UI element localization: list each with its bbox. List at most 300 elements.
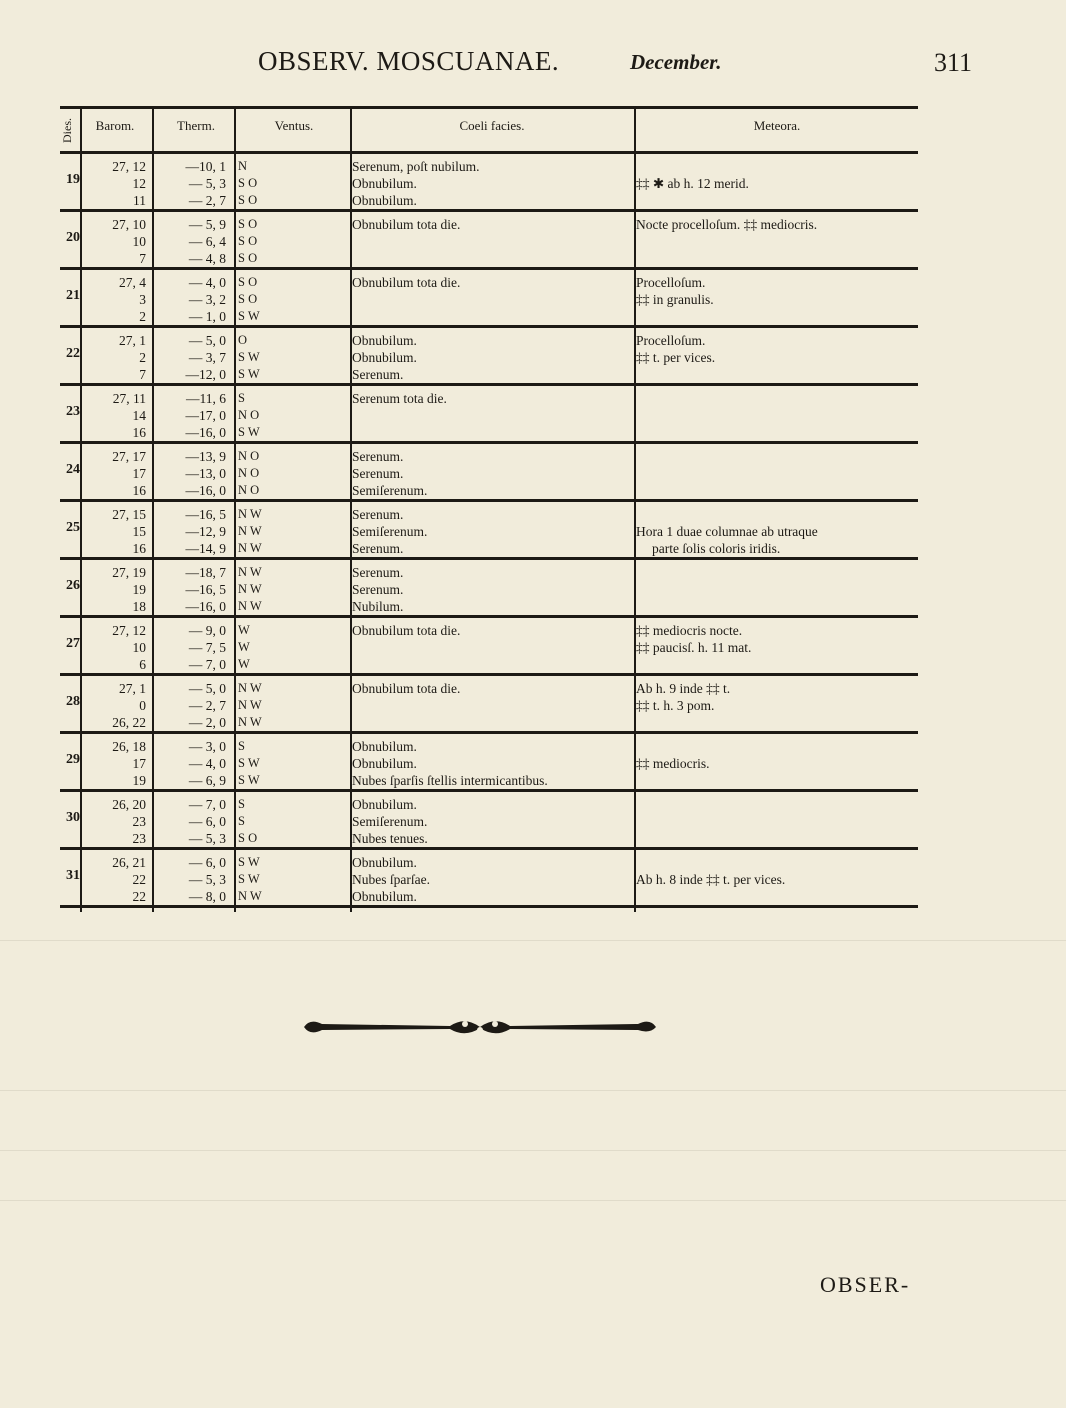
meteora-cell-line: Hora 1 duae columnae ab utraque bbox=[636, 524, 818, 539]
sky-cell-line: Semiſerenum. bbox=[352, 524, 428, 539]
wind-cell-line: S bbox=[238, 391, 245, 405]
day-row bbox=[60, 502, 918, 560]
sky-cell bbox=[352, 332, 632, 383]
barometer-cell-line: 27, 11 bbox=[112, 391, 146, 406]
day-number: 31 bbox=[66, 868, 80, 883]
col-header-barom: Barom. bbox=[95, 118, 135, 133]
meteora-cell-line bbox=[636, 308, 918, 325]
sky-cell-line bbox=[352, 233, 632, 250]
wind-cell-line: N W bbox=[238, 681, 262, 695]
running-title: OBSERV. MOSCUANAE. bbox=[258, 46, 560, 76]
meteora-cell-line: Ab h. 8 inde ‡‡ t. per vices. bbox=[636, 872, 786, 887]
wind-cell-line: N W bbox=[238, 541, 262, 555]
wind-cell-line: S W bbox=[238, 425, 260, 439]
sky-cell-line: Obnubilum. bbox=[352, 756, 417, 771]
wind-cell-line: N W bbox=[238, 889, 262, 903]
meteora-cell-line: Nocte procelloſum. ‡‡ mediocris. bbox=[636, 217, 818, 232]
barometer-cell-line: 27, 19 bbox=[112, 565, 146, 580]
sky-cell-line: Semiſerenum. bbox=[352, 814, 428, 829]
barometer-cell bbox=[84, 738, 146, 789]
sky-cell-line: Obnubilum. bbox=[352, 797, 417, 812]
bleed-through-line bbox=[0, 1090, 1066, 1091]
sky-cell-line: Serenum. bbox=[352, 466, 404, 481]
barometer-cell bbox=[84, 796, 146, 847]
ornament-divider bbox=[300, 1012, 660, 1042]
meteora-cell-line: ‡‡ t. per vices. bbox=[636, 350, 716, 365]
meteora-cell-line bbox=[636, 854, 918, 871]
wind-cell bbox=[238, 274, 298, 325]
meteora-cell bbox=[636, 332, 918, 383]
sky-cell bbox=[352, 854, 632, 905]
meteora-cell-line bbox=[636, 813, 918, 830]
thermometer-cell-line: — 9, 0 bbox=[188, 623, 226, 638]
page-number: 311 bbox=[934, 48, 973, 77]
thermometer-cell-line: —16, 0 bbox=[185, 483, 226, 498]
meteora-cell-line: ‡‡ t. h. 3 pom. bbox=[636, 698, 715, 713]
meteora-cell-line bbox=[636, 564, 918, 581]
meteora-cell-line bbox=[636, 796, 918, 813]
thermometer-cell bbox=[156, 274, 226, 325]
sky-cell-line: Semiſerenum. bbox=[352, 483, 428, 498]
sky-cell-line: Obnubilum. bbox=[352, 333, 417, 348]
meteora-cell-line: ‡‡ paucisſ. h. 11 mat. bbox=[636, 640, 752, 655]
barometer-cell-line: 26, 22 bbox=[112, 715, 146, 730]
day-number: 26 bbox=[66, 578, 80, 593]
barometer-cell-line: 27, 15 bbox=[112, 507, 146, 522]
sky-cell-line: Obnubilum tota die. bbox=[352, 275, 461, 290]
meteora-cell bbox=[636, 564, 918, 615]
meteora-cell bbox=[636, 622, 918, 673]
meteora-cell-line bbox=[636, 448, 918, 465]
meteora-cell-line: ‡‡ ✱ ab h. 12 merid. bbox=[636, 176, 749, 191]
day-row bbox=[60, 270, 918, 328]
sky-cell-line: Serenum. bbox=[352, 541, 404, 556]
meteora-cell-line bbox=[636, 482, 918, 499]
wind-cell-line: S O bbox=[238, 234, 258, 248]
sky-cell-line: Nubilum. bbox=[352, 599, 404, 614]
sky-cell-line: Obnubilum. bbox=[352, 855, 417, 870]
barometer-cell-line: 19 bbox=[132, 773, 146, 788]
barometer-cell-line: 26, 20 bbox=[112, 797, 146, 812]
thermometer-cell-line: —14, 9 bbox=[185, 541, 226, 556]
sky-cell-line bbox=[352, 639, 632, 656]
meteora-cell-line bbox=[636, 407, 918, 424]
sky-cell-line: Nubes ſparſae. bbox=[352, 872, 430, 887]
wind-cell-line: S O bbox=[238, 251, 258, 265]
sky-cell-line: Serenum. bbox=[352, 507, 404, 522]
meteora-cell-line bbox=[636, 738, 918, 755]
meteora-cell-line bbox=[636, 830, 918, 847]
thermometer-cell-line: —16, 5 bbox=[185, 507, 226, 522]
sky-cell-line: Obnubilum. bbox=[352, 176, 417, 191]
sky-cell-line: Obnubilum. bbox=[352, 889, 417, 904]
wind-cell-line: S W bbox=[238, 855, 260, 869]
thermometer-cell bbox=[156, 680, 226, 731]
thermometer-cell-line: —18, 7 bbox=[185, 565, 226, 580]
thermometer-cell-line: — 6, 0 bbox=[188, 814, 226, 829]
wind-cell-line: N W bbox=[238, 698, 262, 712]
sky-cell-line: Serenum tota die. bbox=[352, 391, 447, 406]
sky-cell-line: Nubes tenues. bbox=[352, 831, 428, 846]
wind-cell bbox=[238, 216, 298, 267]
thermometer-cell-line: — 4, 0 bbox=[188, 275, 226, 290]
meteora-cell-line bbox=[636, 888, 918, 905]
meteora-cell-line bbox=[636, 390, 918, 407]
sky-cell-line: Obnubilum. bbox=[352, 350, 417, 365]
sky-cell-line: Obnubilum tota die. bbox=[352, 681, 461, 696]
wind-cell bbox=[238, 506, 298, 557]
wind-cell-line: S W bbox=[238, 756, 260, 770]
thermometer-cell bbox=[156, 506, 226, 557]
meteora-cell-line bbox=[636, 192, 918, 209]
day-row bbox=[60, 212, 918, 270]
wind-cell-line: S bbox=[238, 814, 245, 828]
thermometer-cell bbox=[156, 158, 226, 209]
thermometer-cell-line: — 6, 9 bbox=[188, 773, 226, 788]
barometer-cell-line: 26, 21 bbox=[112, 855, 146, 870]
day-number: 24 bbox=[66, 462, 80, 477]
wind-cell-line: S O bbox=[238, 193, 258, 207]
wind-cell-line: S O bbox=[238, 176, 258, 190]
barometer-cell bbox=[84, 274, 146, 325]
barometer-cell-line: 27, 10 bbox=[112, 217, 146, 232]
barometer-cell bbox=[84, 216, 146, 267]
wind-cell bbox=[238, 622, 298, 673]
wind-cell-line: N O bbox=[238, 466, 260, 480]
day-row bbox=[60, 328, 918, 386]
meteora-cell bbox=[636, 274, 918, 325]
thermometer-cell-line: — 6, 0 bbox=[188, 855, 226, 870]
thermometer-cell-line: — 3, 2 bbox=[188, 292, 226, 307]
meteora-cell-line bbox=[636, 506, 918, 523]
barometer-cell-line: 11 bbox=[133, 193, 146, 208]
sky-cell-line: Nubes ſparſis ſtellis intermicantibus. bbox=[352, 773, 548, 788]
wind-cell-line: O bbox=[238, 333, 248, 347]
meteora-cell-line: Ab h. 9 inde ‡‡ t. bbox=[636, 681, 731, 696]
sky-cell-line bbox=[352, 656, 632, 673]
barometer-cell-line: 27, 1 bbox=[119, 681, 146, 696]
wind-cell-line: S O bbox=[238, 275, 258, 289]
thermometer-cell bbox=[156, 564, 226, 615]
meteora-cell bbox=[636, 796, 918, 847]
barometer-cell-line: 3 bbox=[139, 292, 146, 307]
meteora-cell-line bbox=[636, 366, 918, 383]
thermometer-cell-line: — 6, 4 bbox=[188, 234, 226, 249]
day-row bbox=[60, 444, 918, 502]
barometer-cell bbox=[84, 854, 146, 905]
thermometer-cell-line: — 2, 0 bbox=[188, 715, 226, 730]
table-top-rule bbox=[60, 106, 918, 109]
barometer-cell-line: 27, 1 bbox=[119, 333, 146, 348]
thermometer-cell-line: — 3, 7 bbox=[188, 350, 226, 365]
wind-cell-line: N O bbox=[238, 449, 260, 463]
meteora-cell-line: ‡‡ mediocris nocte. bbox=[636, 623, 743, 638]
day-number: 30 bbox=[66, 810, 80, 825]
meteora-cell-line bbox=[636, 233, 918, 250]
barometer-cell bbox=[84, 622, 146, 673]
meteora-cell-line bbox=[636, 158, 918, 175]
meteora-cell bbox=[636, 158, 918, 209]
meteora-cell bbox=[636, 448, 918, 499]
thermometer-cell-line: — 5, 3 bbox=[188, 176, 226, 191]
sky-cell bbox=[352, 680, 632, 731]
barometer-cell-line: 2 bbox=[139, 309, 146, 324]
wind-cell-line: S bbox=[238, 739, 245, 753]
wind-cell-line: S bbox=[238, 797, 245, 811]
barometer-cell-line: 26, 18 bbox=[112, 739, 146, 754]
wind-cell-line: N O bbox=[238, 483, 260, 497]
wind-cell-line: N W bbox=[238, 582, 262, 596]
barometer-cell bbox=[84, 564, 146, 615]
col-header-dies: Dies. bbox=[60, 118, 74, 143]
wind-cell bbox=[238, 796, 298, 847]
wind-cell bbox=[238, 854, 298, 905]
sky-cell bbox=[352, 738, 632, 789]
col-header-therm: Therm. bbox=[177, 118, 215, 133]
wind-cell bbox=[238, 332, 298, 383]
thermometer-cell bbox=[156, 622, 226, 673]
thermometer-cell-line: —16, 0 bbox=[185, 425, 226, 440]
barometer-cell-line: 16 bbox=[132, 483, 146, 498]
sky-cell-line bbox=[352, 250, 632, 267]
wind-cell bbox=[238, 680, 298, 731]
col-header-ventus: Ventus. bbox=[274, 118, 314, 133]
col-header-meteora: Meteora. bbox=[753, 118, 801, 133]
meteora-cell bbox=[636, 680, 918, 731]
sky-cell-line bbox=[352, 291, 632, 308]
day-row bbox=[60, 676, 918, 734]
wind-cell-line: W bbox=[238, 657, 250, 671]
sky-cell-line bbox=[352, 308, 632, 325]
barometer-cell-line: 18 bbox=[132, 599, 146, 614]
sky-cell-line bbox=[352, 407, 632, 424]
barometer-cell-line: 7 bbox=[139, 251, 146, 266]
day-number: 27 bbox=[66, 636, 80, 651]
catchword: OBSER- bbox=[820, 1272, 911, 1297]
meteora-cell bbox=[636, 216, 918, 267]
meteora-cell-line: Procelloſum. bbox=[636, 275, 706, 290]
sky-cell bbox=[352, 564, 632, 615]
day-row bbox=[60, 792, 918, 850]
barometer-cell-line: 27, 4 bbox=[119, 275, 146, 290]
thermometer-cell-line: — 2, 7 bbox=[188, 193, 226, 208]
thermometer-cell-line: — 1, 0 bbox=[188, 309, 226, 324]
thermometer-cell-line: — 7, 0 bbox=[188, 657, 226, 672]
wind-cell-line: N W bbox=[238, 565, 262, 579]
barometer-cell bbox=[84, 332, 146, 383]
barometer-cell-line: 12 bbox=[132, 176, 146, 191]
bleed-through-line bbox=[0, 1200, 1066, 1201]
barometer-cell-line: 17 bbox=[132, 756, 146, 771]
sky-cell-line: Obnubilum. bbox=[352, 193, 417, 208]
thermometer-cell-line: — 7, 5 bbox=[188, 640, 226, 655]
thermometer-cell-line: — 5, 3 bbox=[188, 872, 226, 887]
barometer-cell-line: 22 bbox=[132, 872, 146, 887]
meteora-cell-line bbox=[636, 714, 918, 731]
thermometer-cell-line: — 5, 0 bbox=[188, 681, 226, 696]
sky-cell bbox=[352, 158, 632, 209]
sky-cell-line: Obnubilum. bbox=[352, 739, 417, 754]
sky-cell bbox=[352, 216, 632, 267]
meteora-cell-line bbox=[636, 424, 918, 441]
barometer-cell bbox=[84, 448, 146, 499]
meteora-cell-line bbox=[636, 581, 918, 598]
thermometer-cell-line: — 5, 9 bbox=[188, 217, 226, 232]
barometer-cell-line: 23 bbox=[132, 831, 146, 846]
thermometer-cell bbox=[156, 854, 226, 905]
thermometer-cell-line: —13, 0 bbox=[185, 466, 226, 481]
sky-cell bbox=[352, 448, 632, 499]
barometer-cell bbox=[84, 506, 146, 557]
barometer-cell-line: 17 bbox=[132, 466, 146, 481]
barometer-cell-line: 14 bbox=[132, 408, 146, 423]
thermometer-cell-line: —12, 9 bbox=[185, 524, 226, 539]
barometer-cell-line: 10 bbox=[132, 640, 146, 655]
col-header-coeli: Coeli facies. bbox=[459, 118, 525, 133]
sky-cell bbox=[352, 274, 632, 325]
sky-cell bbox=[352, 390, 632, 441]
wind-cell bbox=[238, 390, 298, 441]
sky-cell-line: Serenum. bbox=[352, 565, 404, 580]
sky-cell bbox=[352, 796, 632, 847]
day-row bbox=[60, 618, 918, 676]
day-row bbox=[60, 560, 918, 618]
meteora-cell-line bbox=[636, 465, 918, 482]
thermometer-cell-line: — 4, 0 bbox=[188, 756, 226, 771]
sky-cell-line bbox=[352, 714, 632, 731]
thermometer-cell-line: — 8, 0 bbox=[188, 889, 226, 904]
wind-cell-line: S O bbox=[238, 292, 258, 306]
sky-cell bbox=[352, 506, 632, 557]
barometer-cell-line: 15 bbox=[132, 524, 146, 539]
thermometer-cell-line: —11, 6 bbox=[186, 391, 226, 406]
meteora-cell bbox=[636, 738, 918, 789]
thermometer-cell-line: —17, 0 bbox=[185, 408, 226, 423]
thermometer-cell-line: — 5, 3 bbox=[188, 831, 226, 846]
wind-cell-line: W bbox=[238, 623, 250, 637]
sky-cell-line: Obnubilum tota die. bbox=[352, 623, 461, 638]
thermometer-cell-line: —10, 1 bbox=[185, 159, 226, 174]
bleed-through-line bbox=[0, 940, 1066, 941]
thermometer-cell-line: —16, 0 bbox=[185, 599, 226, 614]
wind-cell bbox=[238, 448, 298, 499]
running-month: December. bbox=[630, 50, 722, 74]
sky-cell-line bbox=[352, 424, 632, 441]
wind-cell bbox=[238, 158, 298, 209]
meteora-cell-line: parte ſolis coloris iridis. bbox=[652, 541, 781, 556]
day-row bbox=[60, 386, 918, 444]
barometer-cell-line: 27, 12 bbox=[112, 623, 146, 638]
barometer-cell bbox=[84, 680, 146, 731]
wind-cell-line: W bbox=[238, 640, 250, 654]
day-number: 21 bbox=[66, 288, 80, 303]
thermometer-cell-line: —12, 0 bbox=[185, 367, 226, 382]
day-number: 23 bbox=[66, 404, 80, 419]
barometer-cell-line: 16 bbox=[132, 541, 146, 556]
sky-cell-line: Serenum. bbox=[352, 449, 404, 464]
meteora-cell-line bbox=[636, 656, 918, 673]
thermometer-cell-line: — 4, 8 bbox=[188, 251, 226, 266]
thermometer-cell-line: — 7, 0 bbox=[188, 797, 226, 812]
wind-cell-line: N W bbox=[238, 524, 262, 538]
barometer-cell-line: 27, 17 bbox=[112, 449, 146, 464]
wind-cell bbox=[238, 564, 298, 615]
wind-cell-line: S W bbox=[238, 309, 260, 323]
day-number: 29 bbox=[66, 752, 80, 767]
barometer-cell-line: 16 bbox=[132, 425, 146, 440]
thermometer-cell bbox=[156, 332, 226, 383]
barometer-cell bbox=[84, 158, 146, 209]
thermometer-cell bbox=[156, 448, 226, 499]
sky-cell-line: Obnubilum tota die. bbox=[352, 217, 461, 232]
meteora-cell-line: Procelloſum. bbox=[636, 333, 706, 348]
wind-cell-line: S O bbox=[238, 831, 258, 845]
day-number: 28 bbox=[66, 694, 80, 709]
day-number: 25 bbox=[66, 520, 80, 535]
wind-cell-line: N W bbox=[238, 507, 262, 521]
meteora-cell bbox=[636, 390, 918, 441]
barometer-cell-line: 23 bbox=[132, 814, 146, 829]
sky-cell-line: Serenum. bbox=[352, 582, 404, 597]
thermometer-cell-line: —13, 9 bbox=[185, 449, 226, 464]
barometer-cell-line: 2 bbox=[139, 350, 146, 365]
meteora-cell-line: ‡‡ mediocris. bbox=[636, 756, 710, 771]
wind-cell-line: S W bbox=[238, 872, 260, 886]
thermometer-cell bbox=[156, 738, 226, 789]
meteora-cell bbox=[636, 506, 918, 557]
wind-cell-line: N bbox=[238, 159, 248, 173]
thermometer-cell-line: —16, 5 bbox=[185, 582, 226, 597]
wind-cell-line: N W bbox=[238, 599, 262, 613]
bleed-through-line bbox=[0, 1150, 1066, 1151]
wind-cell-line: S W bbox=[238, 367, 260, 381]
meteora-cell-line bbox=[636, 598, 918, 615]
barometer-cell-line: 10 bbox=[132, 234, 146, 249]
wind-cell-line: N W bbox=[238, 715, 262, 729]
barometer-cell-line: 0 bbox=[139, 698, 146, 713]
wind-cell-line: S O bbox=[238, 217, 258, 231]
wind-cell-line: N O bbox=[238, 408, 260, 422]
meteora-cell-line bbox=[636, 772, 918, 789]
thermometer-cell bbox=[156, 216, 226, 267]
sky-cell-line bbox=[352, 697, 632, 714]
thermometer-cell-line: — 3, 0 bbox=[188, 739, 226, 754]
meteora-cell-line bbox=[636, 250, 918, 267]
thermometer-cell-line: — 5, 0 bbox=[188, 333, 226, 348]
wind-cell-line: S W bbox=[238, 773, 260, 787]
sky-cell-line: Serenum, poſt nubilum. bbox=[352, 159, 480, 174]
day-row bbox=[60, 154, 918, 212]
barometer-cell-line: 7 bbox=[139, 367, 146, 382]
meteora-cell-line: ‡‡ in granulis. bbox=[636, 292, 714, 307]
thermometer-cell bbox=[156, 390, 226, 441]
day-number: 19 bbox=[66, 172, 80, 187]
barometer-cell-line: 27, 12 bbox=[112, 159, 146, 174]
wind-cell-line: S W bbox=[238, 350, 260, 364]
day-row bbox=[60, 850, 918, 908]
meteora-cell bbox=[636, 854, 918, 905]
day-number: 20 bbox=[66, 230, 80, 245]
thermometer-cell-line: — 2, 7 bbox=[188, 698, 226, 713]
sky-cell bbox=[352, 622, 632, 673]
sky-cell-line: Serenum. bbox=[352, 367, 404, 382]
thermometer-cell bbox=[156, 796, 226, 847]
day-row bbox=[60, 734, 918, 792]
wind-cell bbox=[238, 738, 298, 789]
day-number: 22 bbox=[66, 346, 80, 361]
barometer-cell-line: 6 bbox=[139, 657, 146, 672]
barometer-cell-line: 22 bbox=[132, 889, 146, 904]
